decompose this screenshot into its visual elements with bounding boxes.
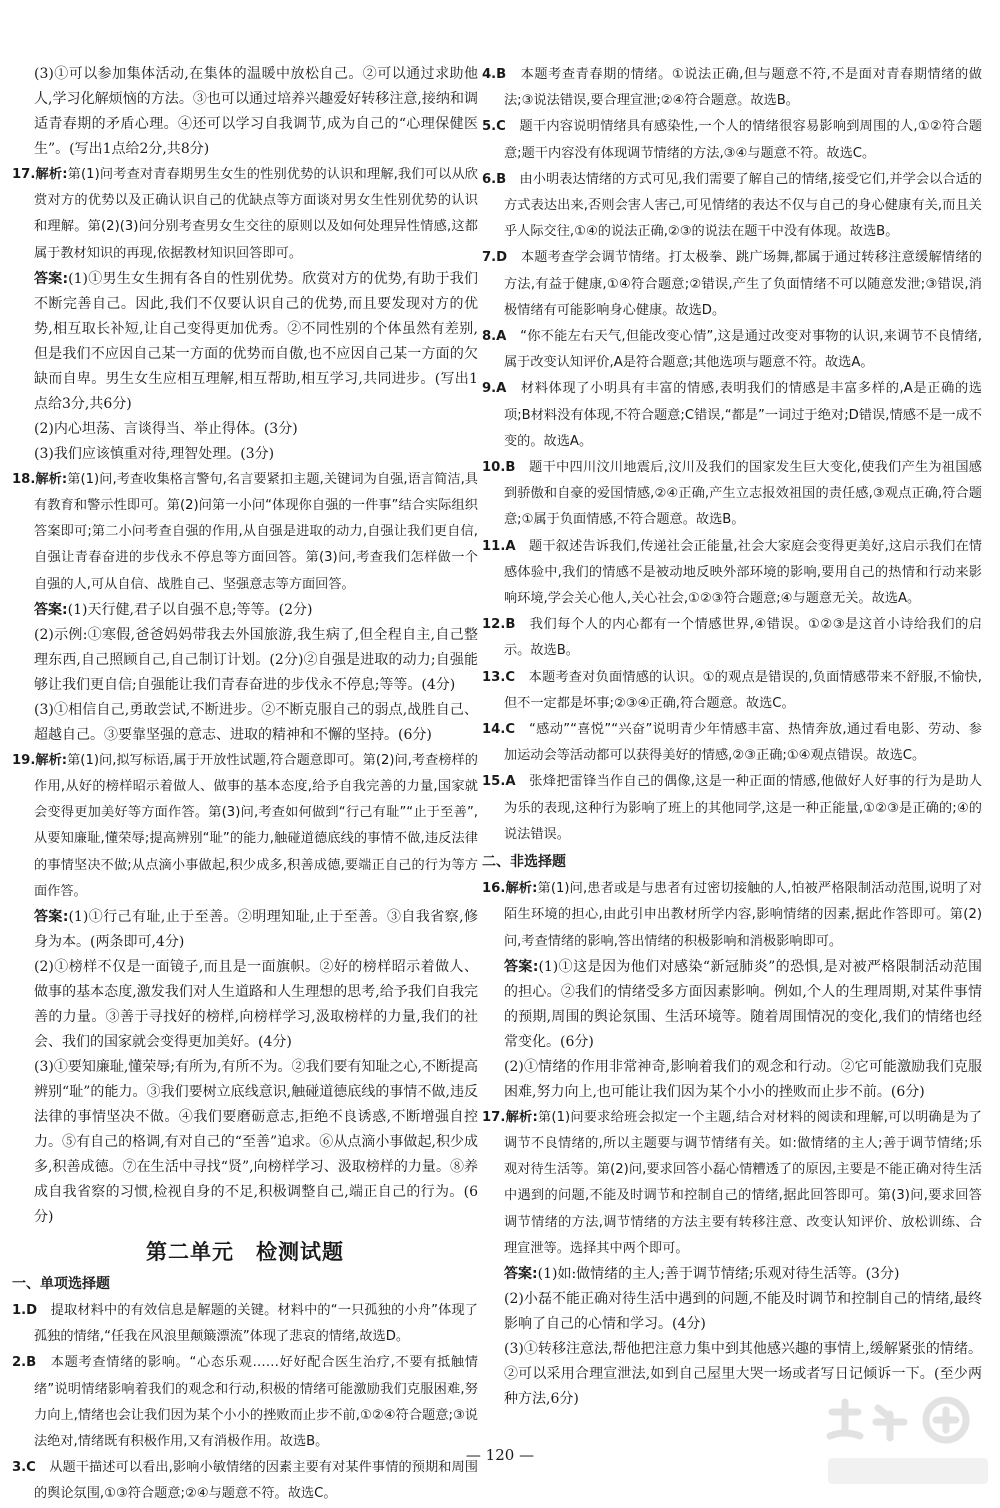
q16-analysis: 16.解析:第(1)问,患者或是与患者有过密切接触的人,怕被严格限制活动范围,说明了对陌生环境的担心,由此引申出教材所学内容,影响情绪的因素,据此作答即可。第(2)问,考查情绪的影响,答出情绪的积极影响和消极影响即可。 [482, 881, 982, 949]
right-column [482, 62, 982, 1412]
choice-answer-4: 4.B 本题考查青春期的情绪。①说法正确,但与题意不符,不是面对青春期情绪的做法;③说法错误,要合理宣泄;②④符合题意。故选B。 [482, 67, 982, 109]
choice-answer-9: 9.A 材料体现了小明具有丰富的情感,表明我们的情感是丰富多样的,A是正确的选项;B材料没有体现,不符合题意;C错误,“都是”一词过于绝对;D错误,情感不是一成不变的。故选A。 [482, 381, 982, 449]
unit-title: 第二单元 检测试题 [146, 1240, 344, 1265]
q16-answer-1: 答案:(1)①这是因为他们对感染“新冠肺炎”的恐惧,是对被严格限制活动范围的担心。②我们的情绪受多方面因素影响。例如,个人的生理周期,对某件事情的预期,周围的舆论氛围、生活环境等。随着周围情况的变化,我们的情绪也经常变化。(6分) [504, 958, 982, 1050]
choice-answer-10: 10.B 题干中四川汶川地震后,汶川及我们的国家发生巨大变化,使我们产生为祖国感到骄傲和自豪的爱国情感,②④正确,产生立志报效祖国的责任感,③观点正确,符合题意;①属于负面情感,不符合题意。故选B。 [482, 460, 982, 528]
q19-answer-3: (3)①要知廉耻,懂荣辱;有所为,有所不为。②我们要有知耻之心,不断提高辨别“耻”的能力。③我们要树立底线意识,触碰道德底线的事情不做,违反法律的事情坚决不做。④我们要磨砺意志,拒绝不良诱惑,不断增强自控力。⑤有自己的格调,有对自己的“至善”追求。⑥从点滴小事做起,积少成多,积善成德。⑦在生活中寻找“贤”,向榜样学习、汲取榜样的力量。⑧养成自我省察的习惯,检视自身的不足,积极调整自己,端正自己的行为。(6分) [34, 1059, 478, 1226]
choice-answer-13: 13.C 本题考查对负面情感的认识。①的观点是错误的,负面情感带来不舒服,不愉快,但不一定都是坏事;②③④正确,符合题意。故选C。 [482, 669, 982, 711]
section-heading-choice: 一、单项选择题 [12, 1276, 110, 1293]
choice-answer-12: 12.B 我们每个人的内心都有一个情感世界,④错误。①②③是这首小诗给我们的启示。故选B。 [482, 617, 982, 659]
q17r-answer-2: (2)小磊不能正确对待生活中遇到的问题,不能及时调节和控制自己的情绪,最终影响了自己的心情和学习。(4分) [504, 1290, 982, 1332]
q16-answer-part3: (3)①可以参加集体活动,在集体的温暖中放松自己。②可以通过求助他人,学习化解烦恼的方法。③也可以通过培养兴趣爱好转移注意,接纳和调适青春期的矛盾心理。④还可以学习自我调节,成为自己的“心理保健医生”。(写出1点给2分,共8分) [34, 66, 478, 157]
section-heading-nonchoice: 二、非选择题 [482, 854, 566, 871]
choice-answer-2: 2.B 本题考查情绪的影响。“心态乐观……好好配合医生治疗,不要有抵触情绪”说明情绪影响着我们的观念和行动,积极的情绪可能激励我们克服困难,努力向上,情绪也会让我们因为某个小小的挫败而止步不前,①②④符合题意;③说法绝对,情绪既有积极作用,又有消极作用。故选B。 [12, 1355, 478, 1450]
q19-analysis: 19.解析:第(1)问,拟写标语,属于开放性试题,符合题意即可。第(2)问,考查榜样的作用,从好的榜样昭示着做人、做事的基本态度,给予自我完善的力量,国家就会变得更加美好等方面作答。第(3)问,考查如何做到“行己有耻”“止于至善”,从要知廉耻,懂荣辱;提高辨别“耻”的能力,触碰道德底线的事情不做,违反法律的事情坚决不做;从点滴小事做起,积少成多,积善成德,要端正自己的行为等方面作答。 [12, 752, 478, 899]
q17-answer-1: 答案:(1)①男生女生拥有各自的性别优势。欣赏对方的优势,有助于我们不断完善自己。因此,我们不仅要认识自己的优势,而且要发现对方的优势,相互取长补短,让自己变得更加优秀。②不同性别的个体虽然有差别,但是我们不应因自己某一方面的优势而自傲,也不应因自己某一方面的欠缺而自卑。男生女生应相互理解,相互帮助,相互学习,共同进步。(写出1点给3分,共6分) [34, 270, 478, 412]
choice-answer-15: 15.A 张烽把雷锋当作自己的偶像,这是一种正面的情感,他做好人好事的行为是助人为乐的表现,这种行为影响了班上的其他同学,这是一种正能量,①②③是正确的;④的说法错误。 [482, 774, 982, 842]
q17-analysis: 17.解析:第(1)问考查对青春期男生女生的性别优势的认识和理解,我们可以从欣赏对方的优势以及正确认识自己的优缺点等方面谈对男女生性别优势的认识和理解。第(2)(3)问分别考查男女生交往的原则以及如何处理异性情感,这都属于教材知识的再现,依据教材知识回答即可。 [12, 167, 478, 261]
q19-answer-2: (2)①榜样不仅是一面镜子,而且是一面旗帜。②好的榜样昭示着做人、做事的基本态度,激发我们对人生道路和人生理想的思考,给予我们自我完善的力量。③善于寻找好的榜样,向榜样学习,汲取榜样的力量,我们的社会、我们的国家就会变得更加美好。(4分) [34, 959, 478, 1051]
choice-answer-3: 3.C 从题干描述可以看出,影响小敏情绪的因素主要有对某件事情的预期和周围的舆论氛围,①③符合题意;②④与题意不符。故选C。 [12, 1460, 478, 1502]
q17-answer-2: (2)内心坦荡、言谈得当、举止得体。(3分) [34, 420, 298, 437]
page-number: — 120 — [465, 1446, 535, 1464]
watermark-logo-icon [818, 1392, 994, 1492]
choice-answer-6: 6.B 由小明表达情绪的方式可见,我们需要了解自己的情绪,接受它们,并学会以合适的方式表达出来,否则会害人害己,可见情绪的表达不仅与自己的身心健康有关,而且关乎人际交往,①④的说法正确,②③的说法在题干中没有体现。故选B。 [482, 171, 982, 240]
q17r-answer-1: 答案:(1)如:做情绪的主人;善于调节情绪;乐观对待生活等。(3分) [504, 1265, 900, 1282]
q18-answer-3: (3)①相信自己,勇敢尝试,不断进步。②不断克服自己的弱点,战胜自己、超越自己。③要靠坚强的意志、进取的精神和不懈的坚持。(6分) [34, 701, 478, 743]
q17r-answer-3: (3)①转移注意法,帮他把注意力集中到其他感兴趣的事情上,缓解紧张的情绪。②可以采用合理宣泄法,如到自己屋里大哭一场或者写日记倾诉一下。(至少两种方法,6分) [504, 1340, 982, 1407]
choice-answer-14: 14.C “感动”“喜悦”“兴奋”说明青少年情感丰富、热情奔放,通过看电影、劳动、参加运动会等活动都可以获得美好的情感,②③正确;①④观点错误。故选C。 [482, 722, 982, 764]
q18-answer-2: (2)示例:①寒假,爸爸妈妈带我去外国旅游,我生病了,但全程自主,自己整理东西,自己照顾自己,自己制订计划。(2分)②自强是进取的动力;自强能够让我们更自信;自强能让我们青春奋进的步伐永不停息;等等。(4分) [34, 626, 478, 693]
choice-answer-7: 7.D 本题考查学会调节情绪。打太极拳、跳广场舞,都属于通过转移注意缓解情绪的方法,有益于健康,①④符合题意;②错误,产生了负面情绪不可以随意发泄;③错误,消极情绪有可能影响身心健康。故选D。 [482, 250, 982, 318]
q18-analysis: 18.解析:第(1)问,考查收集格言警句,名言要紧扣主题,关键词为自强,语言简洁,具有教育和警示性即可。第(2)问第一小问“体现你自强的一件事”结合实际组织答案即可;第二小问考查自强的作用,从自强是进取的动力,自强让我们更自信,自强让青春奋进的步伐永不停息等方面回答。第(3)问,考查我们怎样做一个自强的人,可从自信、战胜自己、坚强意志等方面回答。 [12, 471, 478, 592]
q16-answer-2: (2)①情绪的作用非常神奇,影响着我们的观念和行动。②它可能激励我们克服困难,努力向上,也可能让我们因为某个小小的挫败而止步不前。(6分) [504, 1058, 982, 1100]
choice-answer-8: 8.A “你不能左右天气,但能改变心情”,这是通过改变对事物的认识,来调节不良情绪,属于改变认知评价,A是符合题意;其他选项与题意不符。故选A。 [482, 329, 982, 371]
q17-answer-3: (3)我们应该慎重对待,理智处理。(3分) [34, 445, 275, 462]
choice-answer-1: 1.D 提取材料中的有效信息是解题的关键。材料中的“一只孤独的小舟”体现了孤独的情绪,“任我在风浪里颠簸漂流”体现了悲哀的情绪,故选D。 [12, 1303, 478, 1345]
q18-answer-1: 答案:(1)天行健,君子以自强不息;等等。(2分) [34, 601, 313, 618]
choice-answer-5: 5.C 题干内容说明情绪具有感染性,一个人的情绪很容易影响到周围的人,①②符合题意;题干内容没有体现调节情绪的方法,③④与题意不符。故选C。 [482, 119, 982, 161]
choice-answer-11: 11.A 题干叙述告诉我们,传递社会正能量,社会大家庭会变得更美好,这启示我们在情感体验中,我们的情感不是被动地反映外部环境的影响,要用自己的热情和行动来影响环境,学会关心他人,关心社会,①②③符合题意;④与题意无关。故选A。 [482, 538, 982, 607]
left-column [12, 62, 478, 1508]
q17r-analysis: 17.解析:第(1)问要求给班会拟定一个主题,结合对材料的阅读和理解,可以明确是为了调节不良情绪的,所以主题要与调节情绪有关。如:做情绪的主人;善于调节情绪;乐观对待生活等。第(2)问,要求回答小磊心情糟透了的原因,主要是不能正确对待生活中遇到的问题,不能及时调节和控制自己的情绪,据此回答即可。第(3)问,要求回答调节情绪的方法,调节情绪的方法主要有转移注意、改变认知评价、放松训练、合理宣泄等。选择其中两个即可。 [482, 1109, 982, 1256]
q19-answer-1: 答案:(1)①行己有耻,止于至善。②明理知耻,止于至善。③自我省察,修身为本。(两条即可,4分) [34, 909, 478, 951]
